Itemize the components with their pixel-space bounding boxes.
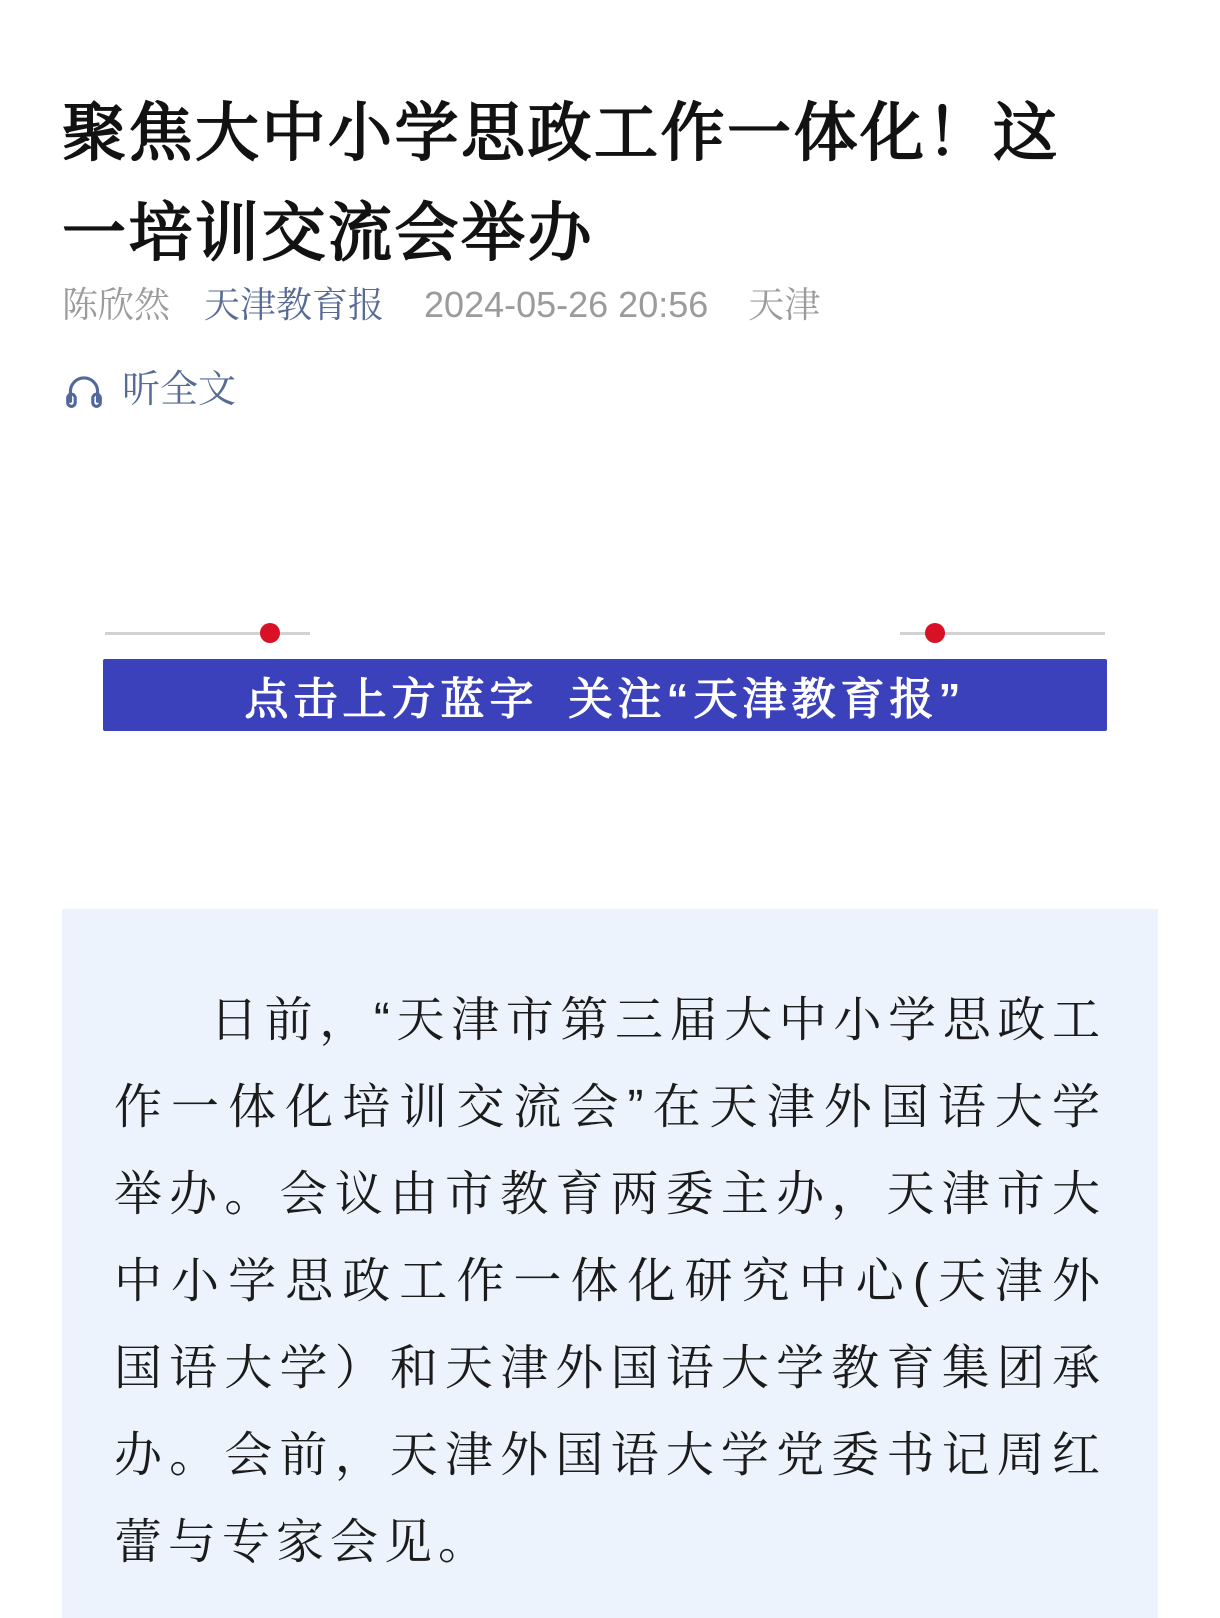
byline [62, 283, 1162, 327]
publish-datetime: 2024-05-26 20:56 [424, 284, 709, 325]
follow-banner[interactable] [103, 659, 1107, 731]
article-title: 聚焦大中小学思政工作一体化！这一培训交流会举办 [62, 96, 1060, 269]
follow-promo-block [103, 613, 1107, 731]
article-paragraph: 日前，“天津市第三届大中小学思政工作一体化培训交流会”在天津外国语大学举办。会议由市教育两委主办，天津市大中小学思政工作一体化研究中心(天津外国语大学）和天津外国语大学教育集团承办。会前，天津外国语大学党委书记周红蕾与专家会见。 [114, 994, 1106, 1569]
listen-full-text-label: 听全文 [122, 369, 237, 411]
account-name-link[interactable]: 天津教育报 [204, 284, 385, 325]
banner-text-right: 关注“天津教育报” [568, 675, 966, 724]
decorative-divider [103, 613, 1107, 653]
divider-dot-left [260, 623, 280, 643]
article-body-box [62, 909, 1158, 1618]
publish-location: 天津 [748, 284, 821, 325]
listen-full-text-button[interactable] [62, 364, 236, 416]
headphones-icon [62, 368, 106, 412]
divider-dot-right [925, 623, 945, 643]
author-name: 陈欣然 [62, 284, 171, 325]
banner-text-left: 点击上方蓝字 [244, 675, 539, 724]
